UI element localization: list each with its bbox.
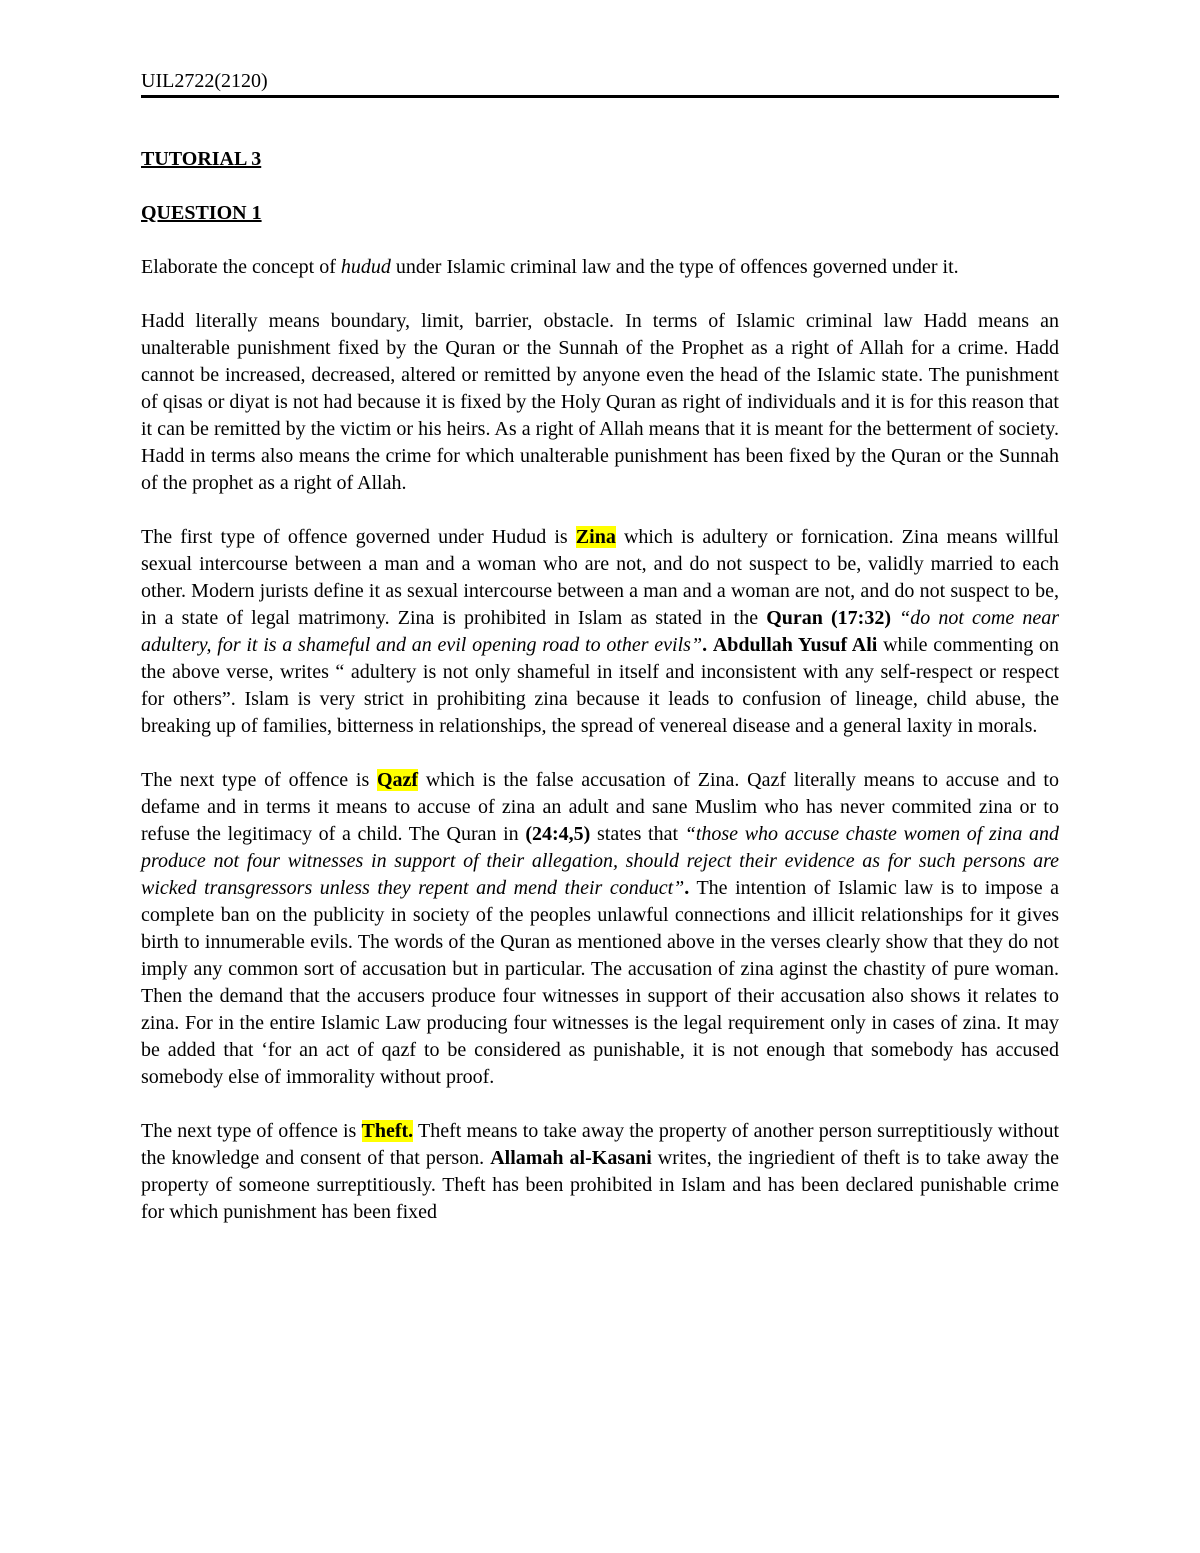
document-page: [141, 68, 1059, 1226]
zina-text-2: which is adultery or fornication. Zina means willful sexual intercourse between a man and a woman who are not, and do not suspect to be, validly married to each other. Modern jurists define it as sexual intercourse between a man and a woman are not, and do not suspect to be, in a state of legal matrimony. Zina is prohibited in Islam as stated in the: [141, 526, 1059, 629]
paragraph-zina: [141, 524, 1059, 740]
paragraph-qazf: [141, 767, 1059, 1091]
header-rule: [141, 95, 1059, 98]
qazf-quran-reference: (24:4,5): [525, 823, 591, 845]
course-code: UIL2722(2120): [141, 70, 268, 92]
qazf-text-1: The next type of offence is: [141, 769, 377, 791]
question-part1: Elaborate the concept of: [141, 256, 341, 278]
zina-text-1: The first type of offence governed under Hudud is: [141, 526, 576, 548]
theft-text-2: Theft means to take away the property of another person surreptitiously without the knowledge and consent of that person.: [141, 1120, 1060, 1169]
qazf-quote-end: .: [684, 877, 690, 899]
zina-highlight: Zina: [575, 526, 616, 548]
zina-quran-reference: Quran (17:32): [766, 607, 891, 629]
zina-text-5: while commenting on the above verse, writes “ adultery is not only shameful in itself and inconsistent with any self-respect or respect for others”. Islam is very strict in prohibiting zina because it leads to confusion of lineage, child abuse, the breaking up of families, bitterness in relationships, the spread of venereal disease and a general laxity in morals.: [141, 634, 1060, 737]
qazf-highlight: Qazf: [377, 769, 419, 791]
paragraph-hadd: [141, 308, 1059, 497]
qazf-quote: “those who accuse chaste women of zina and produce not four witnesses in support of their allegation, should reject their evidence as for such persons are wicked transgressors unless they repent and mend their conduct”: [141, 823, 1059, 899]
page-header: [141, 68, 1059, 94]
zina-author: Abdullah Yusuf Ali: [712, 634, 878, 656]
theft-author: Allamah al-Kasani: [490, 1147, 652, 1169]
qazf-text-2: which is the false accusation of Zina. Qazf literally means to accuse and to defame and in terms it means to accuse of zina an adult and sane Muslim who has never commited zina or to refuse the legitimacy of a child. The Quran in: [141, 769, 1059, 845]
theft-text-3: writes, the ingriedient of theft is to take away the property of someone surreptitiously. Theft has been prohibited in Islam and has been declared punishable crime for which punishment has been fixed: [141, 1147, 1059, 1223]
question-heading: QUESTION 1: [141, 202, 262, 224]
qazf-text-4: The intention of Islamic law is to impose a complete ban on the publicity in society of the peoples unlawful connections and illicit relationships for it gives birth to innumerable evils. The words of the Quran as mentioned above in the verses clearly show that they do not imply any common sort of accusation but in particular. The accusation of zina aginst the chastity of pure woman. Then the demand that the accusers produce four witnesses in support of their accusation also shows it relates to zina. For in the entire Islamic Law producing four witnesses is the legal requirement only in cases of zina. It may be added that ‘for an act of qazf to be considered as punishable, it is not enough that somebody has accused somebody else of immorality without proof.: [141, 877, 1059, 1088]
question-term: hudud: [340, 256, 391, 278]
zina-quote-end: .: [702, 634, 708, 656]
question-text: [141, 254, 1059, 281]
theft-highlight: Theft.: [361, 1120, 414, 1142]
qazf-text-3: states that: [590, 823, 685, 845]
tutorial-heading: TUTORIAL 3: [141, 148, 262, 170]
zina-quote: “do not come near adultery, for it is a shameful and an evil opening road to other evils”: [141, 607, 1059, 656]
question-part2: under Islamic criminal law and the type of offences governed under it.: [390, 256, 959, 278]
zina-text-3: [891, 607, 899, 629]
paragraph-theft: [141, 1118, 1059, 1226]
paragraph-hadd-text: Hadd literally means boundary, limit, barrier, obstacle. In terms of Islamic criminal law Hadd means an unalterable punishment fixed by the Quran or the Sunnah of the Prophet as a right of Allah for a crime. Hadd cannot be increased, decreased, altered or remitted by anyone even the head of the Islamic state. The punishment of qisas or diyat is not had because it is fixed by the Holy Quran as right of individuals and it is for this reason that it can be remitted by the victim or his heirs. As a right of Allah means that it is meant for the betterment of society. Hadd in terms also means the crime for which unalterable punishment has been fixed by the Quran or the Sunnah of the prophet as a right of Allah.: [141, 310, 1059, 494]
theft-text-1: The next type of offence is: [141, 1120, 362, 1142]
